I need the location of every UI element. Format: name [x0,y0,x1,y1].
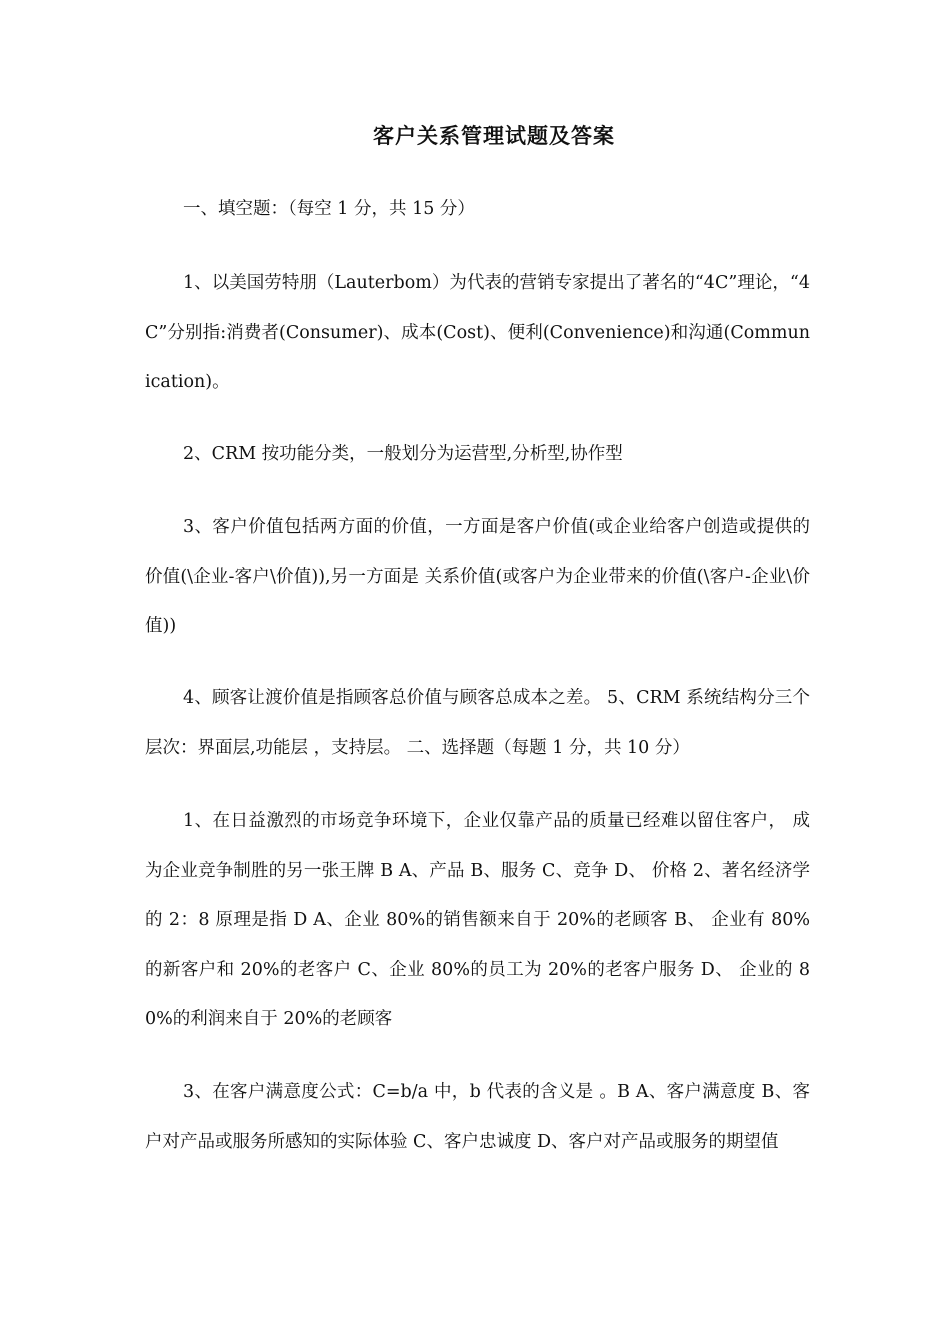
question-paragraph: 2、CRM 按功能分类，一般划分为运营型,分析型,协作型 [183,444,623,464]
question-paragraph: 1、在日益激烈的市场竞争环境下，企业仅靠产品的质量已经难以留住客户， 成为企业竞争制胜的另一张王牌 B A、产品 B、服务 C、竞争 D、 价格 2、著名经济学的 2：8 原理是指 D A、企业 80%的销售额来自于 20%的老顾客 B、 企业有 80%的新客户和 20%的老客户 C、企业 80%的员工为 20%的老客户服务 D、 企业的 80%的利润来自于 20%的老顾客 [145,811,810,1029]
question-paragraph: 3、客户价值包括两方面的价值，一方面是客户价值(或企业给客户创造或提供的价值(\企业-客户\价值)),另一方面是 关系价值(或客户为企业带来的价值(\客户-企业\价值)) [145,517,810,636]
section-heading-fill-in-blank: 一、填空题：（每空 1 分，共 15 分） [183,199,475,219]
question-paragraph: 4、顾客让渡价值是指顾客总价值与顾客总成本之差。 5、CRM 系统结构分三个层次：界面层,功能层 ，支持层。 二、选择题（每题 1 分，共 10 分） [145,688,810,758]
question-paragraph: 1、以美国劳特朋（Lauterbom）为代表的营销专家提出了著名的“4C”理论，“4C”分别指:消费者(Consumer)、成本(Cost)、便利(Convenience)和沟通(Communication)。 [145,273,810,392]
document-title: 客户关系管理试题及答案 [373,124,615,148]
question-paragraph: 3、在客户满意度公式：C=b/a 中，b 代表的含义是 。B A、客户满意度 B、客户对产品或服务所感知的实际体验 C、客户忠诚度 D、客户对产品或服务的期望值 [145,1082,810,1152]
